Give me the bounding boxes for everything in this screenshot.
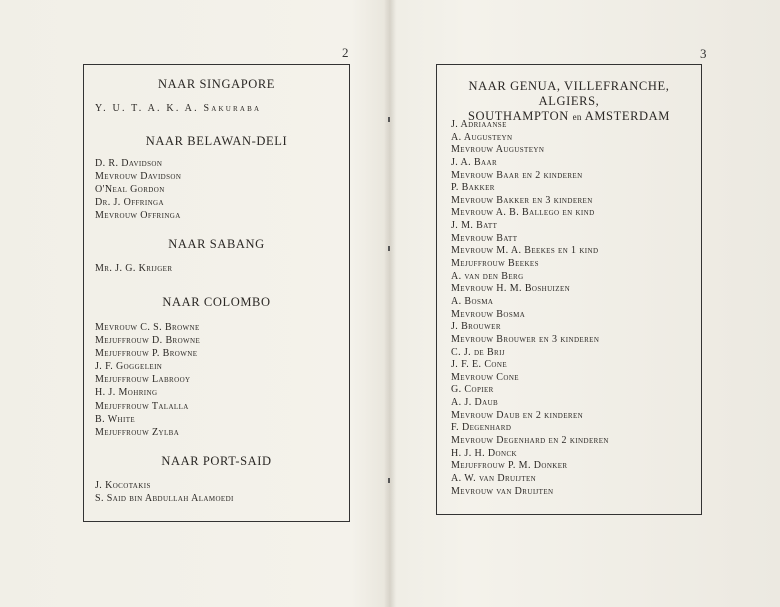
passenger-name: J. Kocotakis	[95, 480, 151, 491]
passenger-list	[84, 321, 349, 439]
passenger-name: Mejuffrouw Zylba	[95, 426, 180, 438]
passenger-list	[451, 119, 609, 498]
passenger-name: Mevrouw Cone	[451, 371, 519, 383]
page-number-left: 2	[342, 45, 349, 60]
passenger-name: Mejuffrouw D. Browne	[95, 335, 201, 347]
passenger-name: Mejuffrouw Talalla	[95, 400, 189, 412]
right-page-frame	[436, 64, 702, 515]
passenger-name: J. A. Baar	[451, 156, 498, 168]
passenger-name: D. R. Davidson	[95, 158, 163, 169]
passenger-name: Mevrouw Degenhard en 2 kinderen	[451, 435, 609, 447]
passenger-name: A. van den Berg	[451, 270, 524, 282]
section-colombo	[84, 295, 349, 439]
section-sabang	[84, 237, 349, 275]
passenger-name: J. Adriaanse	[451, 119, 507, 130]
section-heading: NAAR COLOMBO	[162, 295, 271, 309]
section-heading: NAAR SABANG	[168, 237, 265, 251]
passenger-name: Dr. J. Offringa	[95, 197, 164, 209]
passenger-name: H. J. H. Donck	[451, 447, 517, 459]
passenger-name: O'Neal Gordon	[95, 184, 165, 196]
passenger-list	[84, 102, 349, 115]
passenger-name: Mevrouw Brouwer en 3 kinderen	[451, 333, 600, 345]
passenger-name: Mevrouw Bakker en 3 kinderen	[451, 194, 593, 206]
passenger-list	[84, 157, 349, 222]
passenger-name: Mevrouw H. M. Boshuizen	[451, 283, 571, 295]
passenger-name: Mejuffrouw Labrooy	[95, 374, 191, 386]
passenger-name: Mevrouw Batt	[451, 232, 518, 244]
section-belawan-deli	[84, 134, 349, 222]
passenger-name: A. Bosma	[451, 295, 494, 307]
passenger-name: C. J. de Brij	[451, 346, 505, 358]
passenger-name: Mevrouw Daub en 2 kinderen	[451, 409, 584, 421]
passenger-name: Mevrouw Baar en 2 kinderen	[451, 169, 583, 181]
passenger-name: Mejuffrouw Beekes	[451, 258, 539, 270]
heading-conjunction: en	[572, 112, 582, 122]
passenger-name: Mejuffrouw P. Browne	[95, 348, 198, 360]
passenger-name: Mevrouw M. A. Beekes en 1 kind	[451, 245, 599, 257]
section-singapore	[84, 77, 349, 115]
passenger-name: A. J. Daub	[451, 397, 499, 409]
heading-text: SOUTHAMPTON	[468, 109, 569, 123]
passenger-name: A. Augusteyn	[451, 131, 513, 143]
passenger-name: H. J. Mohring	[95, 387, 158, 399]
passenger-name: Mevrouw Offringa	[95, 210, 181, 222]
section-heading: NAAR SINGAPORE	[157, 77, 276, 91]
passenger-name: Mevrouw van Druijten	[451, 485, 554, 497]
passenger-name: J. F. Goggelein	[95, 361, 163, 373]
passenger-list	[84, 479, 349, 505]
passenger-name: Mevrouw C. S. Browne	[95, 322, 200, 333]
passenger-list	[84, 262, 349, 275]
passenger-name: Y. U. T. A. K. A. Sakuraba	[95, 103, 262, 114]
passenger-name: Mevrouw Augusteyn	[451, 144, 545, 156]
left-page-frame	[83, 64, 350, 522]
passenger-name: S. Said bin Abdullah Alamoedi	[95, 493, 234, 505]
passenger-name: A. W. van Druijten	[451, 472, 537, 484]
passenger-name: P. Bakker	[451, 182, 495, 194]
binding-stitch	[388, 117, 390, 122]
binding-stitch	[388, 246, 390, 251]
section-port-said	[84, 454, 349, 505]
passenger-name: B. White	[95, 413, 136, 425]
passenger-name: Mevrouw Davidson	[95, 171, 182, 183]
heading-text: AMSTERDAM	[584, 109, 670, 123]
page-number-right: 3	[700, 46, 707, 61]
passenger-name: Mevrouw A. B. Ballego en kind	[451, 207, 595, 219]
section-heading: NAAR BELAWAN-DELI	[145, 134, 288, 148]
section-heading: NAAR PORT-SAID	[161, 454, 272, 468]
book-gutter	[384, 0, 396, 607]
passenger-name: Mejuffrouw P. M. Donker	[451, 460, 568, 472]
section-heading-line-1: NAAR GENUA, VILLEFRANCHE, ALGIERS,	[468, 79, 670, 108]
passenger-name: Mr. J. G. Krijger	[95, 263, 173, 274]
passenger-name: J. F. E. Cone	[451, 359, 508, 371]
passenger-name: Mevrouw Bosma	[451, 308, 526, 320]
passenger-name: F. Degenhard	[451, 422, 512, 434]
passenger-name: G. Copier	[451, 384, 494, 396]
passenger-name: J. Brouwer	[451, 321, 501, 333]
binding-stitch	[388, 478, 390, 483]
passenger-name: J. M. Batt	[451, 220, 498, 232]
